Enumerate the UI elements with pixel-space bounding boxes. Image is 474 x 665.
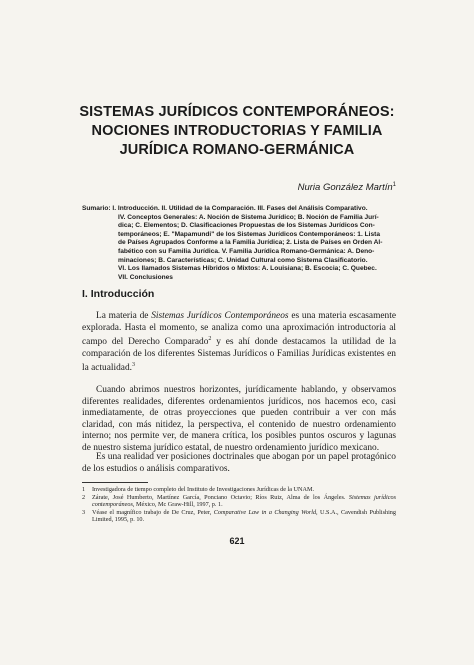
title-line-3: JURÍDICA ROMANO-GERMÁNICA bbox=[119, 142, 355, 158]
footnote: 1 Investigadora de tiempo completo del Instituto de Investigaciones Jurídicas de la UNAM. bbox=[82, 486, 315, 493]
footnote: 2 Zárate, José Humberto, Martínez García, Ponciano Octavio; Ríos Ruiz, Alma de los Ángeles. Sistemas jurídicos contemporáneos, México, Mc Graw-Hill, 1997, p. 1. bbox=[82, 493, 396, 509]
paragraph-3: Es una realidad ver posiciones doctrinales que abogan por un papel protagónico de los estudios o análisis comparativos. bbox=[82, 452, 396, 474]
article-title bbox=[60, 103, 414, 160]
author-footnote-mark: 1 bbox=[392, 182, 396, 188]
summary-line: Sumario: I. Introducción. II. Utilidad de la Comparación. III. Fases del Análisis Comparativo. bbox=[82, 205, 368, 212]
summary-label: Sumario: bbox=[82, 205, 111, 212]
summary-line: VI. Los llamados Sistemas Híbridos o Mixtos: A. Louisiana; B. Escocia; C. Quebec. bbox=[118, 265, 377, 273]
summary-line: IV. Conceptos Generales: A. Noción de Sistema Jurídico; B. Noción de Familia Jurí- bbox=[118, 213, 379, 221]
title-line-2: NOCIONES INTRODUCTORIAS Y FAMILIA bbox=[91, 123, 383, 139]
paragraph-1: La materia de Sistemas Jurídicos Contemporáneos es una materia escasamente explorada. Hasta el momento, se analiza como una aproximación introductoria al campo del Derecho Comparado$^2$ y es ahí donde destacamos la utilidad de la comparación de los diferentes Sistemas Jurídicos o Familias Jurídicas existentes en la actualidad.$^3$ bbox=[82, 311, 396, 374]
author-name: Nuria González Martín bbox=[297, 182, 393, 194]
summary-line: dica; C. Elementos; D. Clasificaciones Propuestas de los Sistemas Jurídicos Con- bbox=[118, 222, 375, 230]
page-number: 621 bbox=[229, 536, 245, 546]
footnote-ref: 3 bbox=[131, 362, 135, 369]
summary-line: VII. Conclusiones bbox=[118, 273, 173, 281]
footnotes bbox=[82, 486, 396, 524]
footnote-ref: 2 bbox=[208, 336, 212, 342]
footnote: 3 Véase el magnífico trabajo de De Cruz, Peter, Comparative Law in a Changing World, U.S.A., Cavendish Publishing Limited, 1995, p. 10. bbox=[82, 508, 396, 524]
section-heading: I. Introducción bbox=[82, 288, 155, 300]
summary-line: minaciones; B. Características; C. Unidad Cultural como Sistema Clasificatorio. bbox=[118, 256, 368, 264]
author bbox=[298, 182, 396, 193]
title-line-1: SISTEMAS JURÍDICOS CONTEMPORÁNEOS: bbox=[79, 104, 395, 120]
summary-line: fabético con su Familia Jurídica. V. Familia Jurídica Romano-Germánica: A. Deno- bbox=[118, 247, 375, 255]
footnote-divider bbox=[82, 482, 148, 483]
italic-term: Sistemas Jurídicos Contemporáneos bbox=[151, 311, 289, 321]
summary bbox=[82, 205, 396, 282]
summary-line: temporáneos; E. "Mapamundi" de los Sistemas Jurídicos Contemporáneos: 1. Lista bbox=[118, 230, 381, 238]
paragraph-2: Cuando abrimos nuestros horizontes, jurídicamente hablando, y observamos diferentes realidades, diferentes ordenamientos jurídicos, nos hacemos eco, casi inmediatamente, de otras proyecciones que pueden contribuir a ver con más claridad, con más nitidez, la perspectiva, el contenido de nuestro ordenamiento interno; nos permite ver, de manera crítica, los posibles puntos oscuros y lagunas de nuestro sistema jurídico estatal, de nuestro ordenamiento jurídico mexicano. bbox=[82, 385, 396, 453]
summary-line: de Países Agrupados Conforme a la Familia Jurídica; 2. Lista de Países en Orden Al- bbox=[118, 239, 383, 247]
